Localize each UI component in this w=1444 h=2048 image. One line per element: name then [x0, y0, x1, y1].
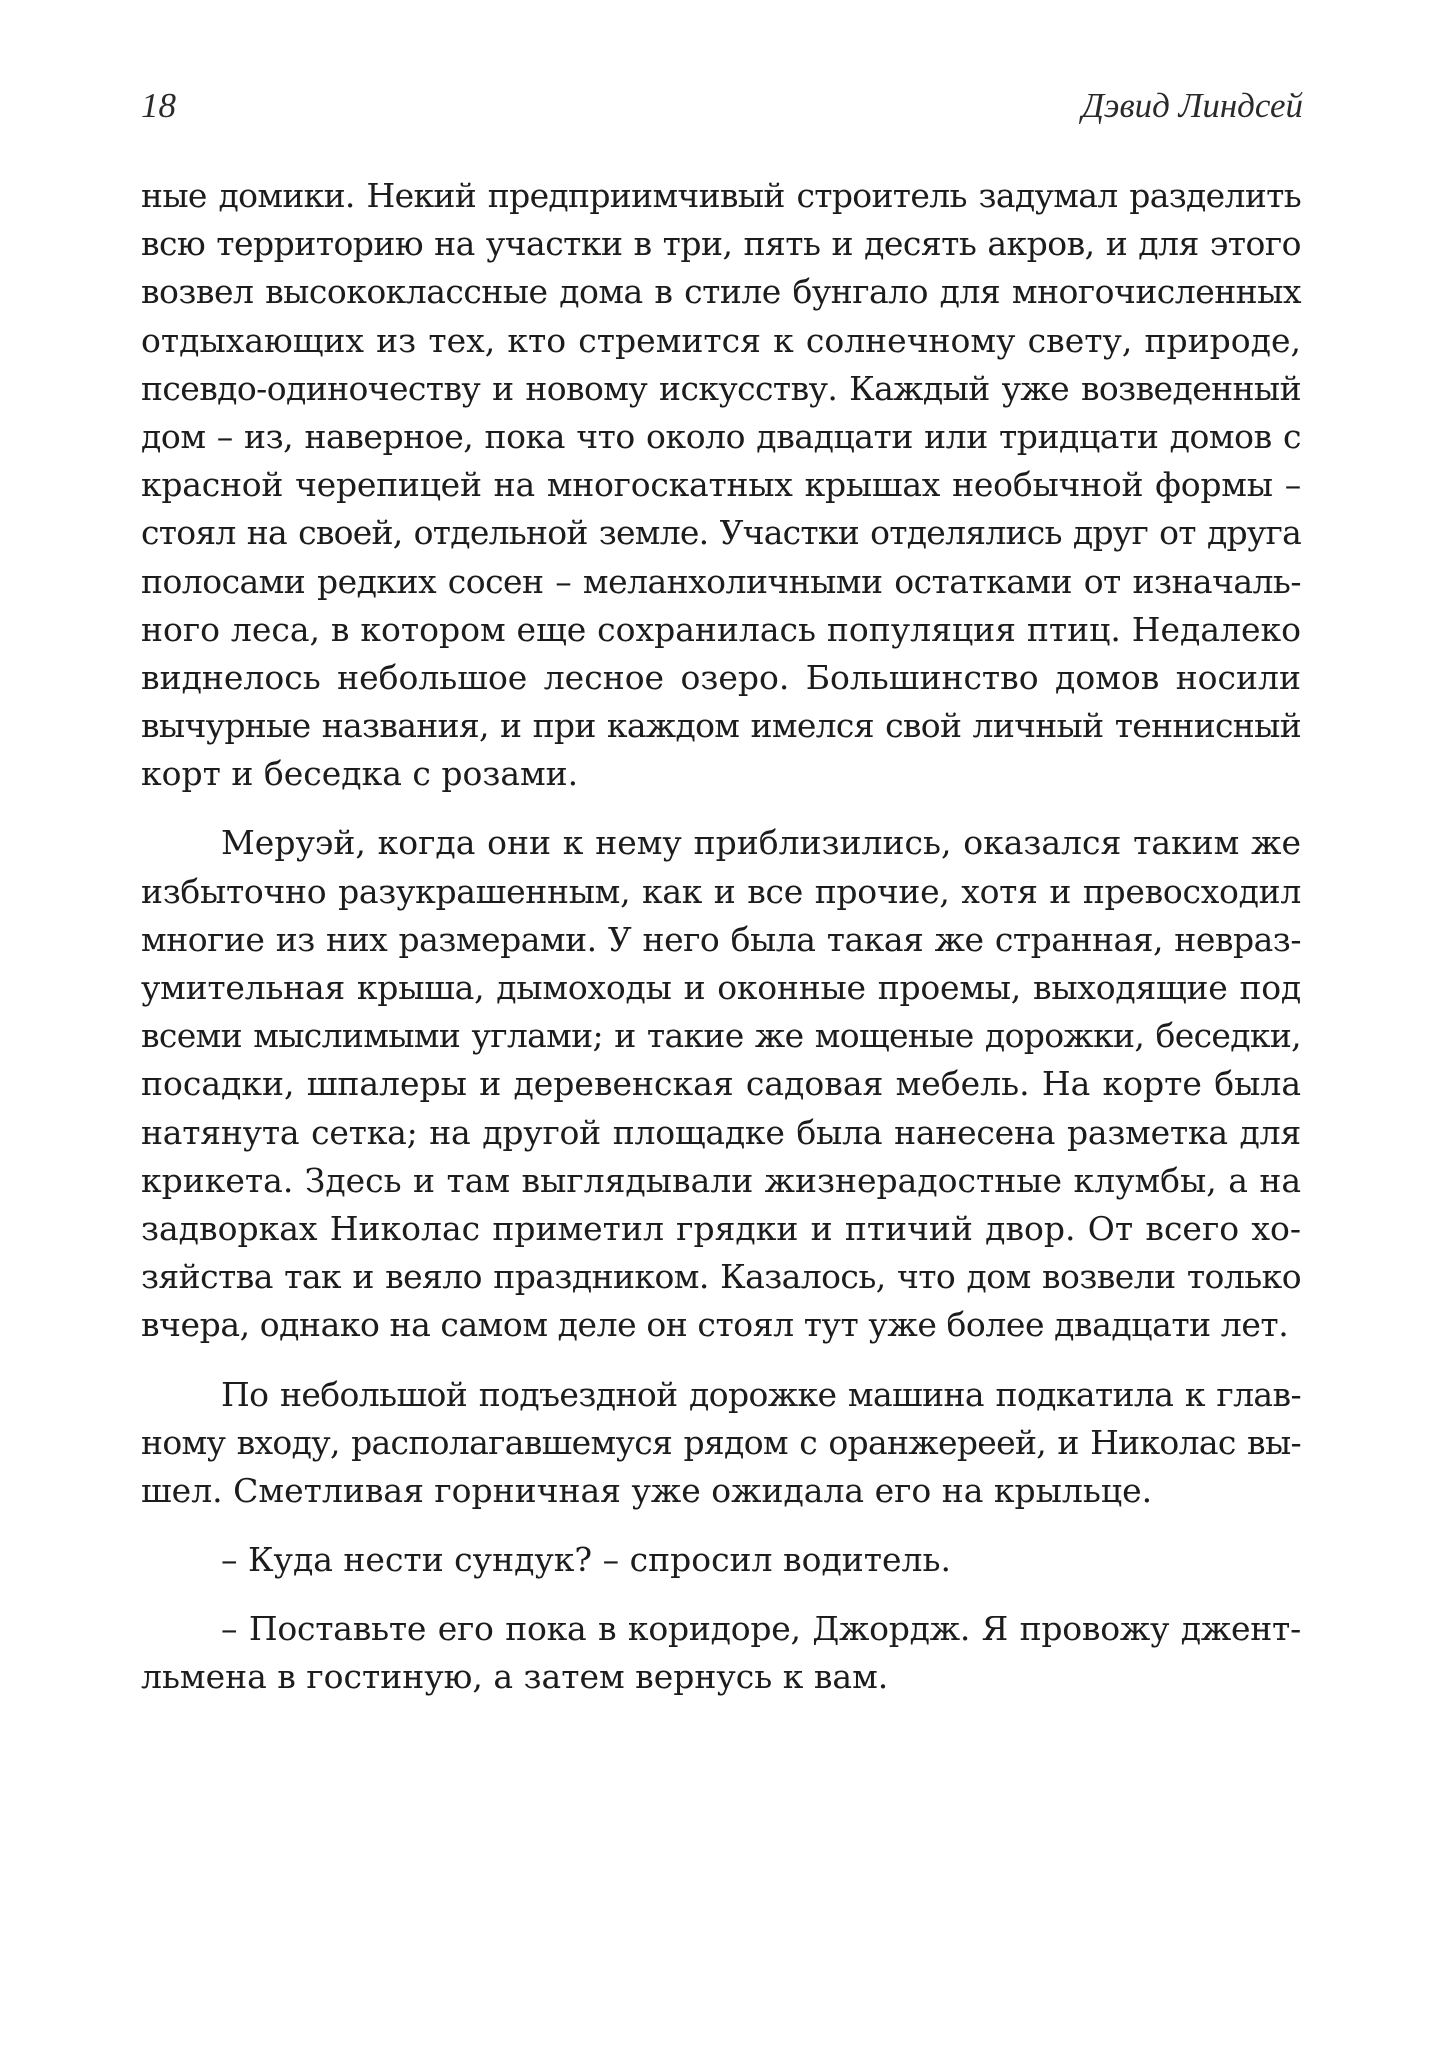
text-line: корт и беседка с розами.	[141, 754, 579, 794]
paragraph	[141, 1536, 1301, 1584]
text-line: задворках Николас приметил грядки и птичий двор. От всего хо-	[141, 1208, 1301, 1248]
text-line: отдыхающих из тех, кто стремится к солнечному свету, природе,	[141, 320, 1301, 360]
text-line: полосами редких сосен – меланхоличными остатками от изначаль-	[141, 561, 1301, 601]
text-line: псевдо-одиночеству и новому искусству. Каждый уже возведенный	[141, 368, 1301, 408]
text-line: ному входу, располагавшемуся рядом с оранжереей, и Николас вы-	[141, 1422, 1301, 1462]
paragraph	[141, 1371, 1301, 1516]
text-line: красной черепицей на многоскатных крышах необычной формы –	[141, 465, 1301, 505]
text-line: избыточно разукрашенным, как и все прочие, хотя и превосходил	[141, 871, 1301, 911]
text-line: зяйства так и веяло праздником. Казалось, что дом возвели только	[141, 1257, 1301, 1297]
text-line: натянута сетка; на другой площадке была нанесена разметка для	[141, 1112, 1301, 1152]
text-line: льмена в гостиную, а затем вернусь к вам.	[141, 1657, 889, 1697]
page-number: 18	[141, 86, 176, 125]
text-line: крикета. Здесь и там выглядывали жизнерадостные клумбы, а на	[141, 1160, 1301, 1200]
text-line: По небольшой подъездной дорожке машина подкатила к глав-	[221, 1374, 1301, 1414]
paragraph	[141, 1605, 1301, 1701]
text-line: шел. Сметливая горничная уже ожидала его на крыльце.	[141, 1470, 1153, 1510]
text-line: стоял на своей, отдельной земле. Участки отделялись друг от друга	[141, 513, 1301, 553]
text-line: ные домики. Некий предприимчивый строитель задумал разделить	[141, 176, 1301, 215]
text-line: виднелось небольшое лесное озеро. Большинство домов носили	[141, 657, 1301, 697]
text-line: дом – из, наверное, пока что около двадцати или тридцати домов с	[141, 416, 1301, 456]
text-line: вчера, однако на самом деле он стоял тут уже более двадцати лет.	[141, 1305, 1289, 1345]
text-line: умительная крыша, дымоходы и оконные проемы, выходящие под	[141, 968, 1301, 1007]
text-line: – Поставьте его пока в коридоре, Джордж. Я провожу джент-	[221, 1609, 1301, 1649]
text-line: всю территорию на участки в три, пять и десять акров, и для этого	[141, 224, 1301, 264]
text-line: Меруэй, когда они к нему приблизились, оказался таким же	[221, 823, 1301, 863]
paragraph	[141, 819, 1301, 1349]
text-line: возвел высококлассные дома в стиле бунгало для многочисленных	[141, 272, 1301, 312]
body-text	[141, 172, 1301, 1702]
text-line: всеми мыслимыми углами; и такие же мощеные дорожки, беседки,	[141, 1016, 1301, 1056]
text-line: посадки, шпалеры и деревенская садовая мебель. На корте была	[141, 1064, 1301, 1104]
running-head	[141, 86, 1303, 146]
text-line: многие из них размерами. У него была такая же странная, невраз-	[141, 919, 1301, 959]
paragraph	[141, 172, 1301, 798]
text-line: вычурные названия, и при каждом имелся свой личный теннисный	[141, 706, 1301, 746]
text-line: – Куда нести сундук? – спросил водитель.	[221, 1540, 951, 1580]
text-line: ного леса, в котором еще сохранилась популяция птиц. Недалеко	[141, 609, 1301, 649]
running-title: Дэвид Линдсей	[1081, 86, 1303, 125]
